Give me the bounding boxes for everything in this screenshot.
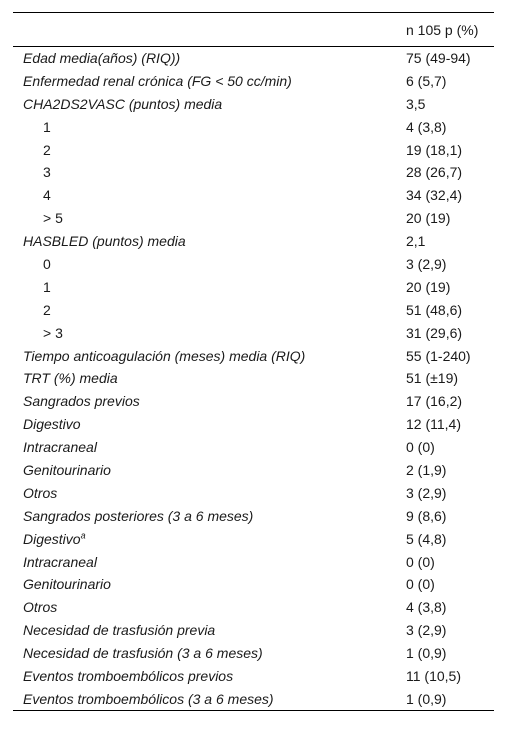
table-row — [13, 69, 494, 92]
row-value-cell: 6 (5,7) — [406, 72, 447, 89]
table-row — [13, 573, 494, 596]
row-label-cell — [13, 459, 406, 482]
row-label-cell — [13, 161, 406, 184]
table-row — [13, 459, 494, 482]
row-label-text: 2 — [43, 301, 51, 318]
row-label-text: Tiempo anticoagulación (meses) media (RIQ) — [23, 347, 306, 364]
row-label-text: > 5 — [43, 210, 63, 227]
row-value-cell: 12 (11,4) — [406, 416, 461, 433]
table-row — [13, 92, 494, 115]
row-label-cell — [13, 184, 406, 207]
row-label-cell — [13, 275, 406, 298]
row-label-cell — [13, 230, 406, 253]
row-value-cell: 19 (18,1) — [406, 141, 463, 158]
row-label-text: 1 — [43, 278, 51, 295]
row-label-text: Necesidad de trasfusión (3 a 6 meses) — [23, 645, 263, 662]
data-table — [13, 12, 494, 711]
row-label-cell — [13, 344, 406, 367]
row-label-text: 0 — [43, 255, 51, 272]
row-label-cell — [13, 550, 406, 573]
row-label-text: 4 — [43, 187, 51, 204]
row-label-text: > 3 — [43, 324, 63, 341]
table-row — [13, 436, 494, 459]
table-row — [13, 115, 494, 138]
row-label-text: 1 — [43, 118, 51, 135]
table-row — [13, 184, 494, 207]
row-value-cell: 0 (0) — [406, 553, 435, 570]
row-label-cell — [13, 92, 406, 115]
row-value-cell: 34 (32,4) — [406, 187, 463, 204]
table-row — [13, 161, 494, 184]
row-value-cell: 3 (2,9) — [406, 484, 447, 501]
row-value-cell: 0 (0) — [406, 576, 435, 593]
row-label-text: Eventos tromboembólicos previos — [23, 667, 234, 684]
table-row — [13, 367, 494, 390]
row-value-cell: 3 (2,9) — [406, 255, 447, 272]
row-label-cell — [13, 47, 406, 70]
row-label-text: Sangrados previos — [23, 393, 140, 410]
row-label-text: Otros — [23, 484, 58, 501]
row-value-cell: 1 (0,9) — [406, 690, 447, 707]
row-label-cell — [13, 687, 406, 710]
row-label-text: Enfermedad renal crónica (FG < 50 cc/min) — [23, 72, 292, 89]
row-value-cell: 51 (±19) — [406, 370, 459, 387]
row-label-cell — [13, 619, 406, 642]
row-label-text: Digestivo — [23, 530, 81, 547]
table-row — [13, 321, 494, 344]
row-label-text: 3 — [43, 164, 51, 181]
table-row — [13, 642, 494, 665]
row-label-text: Intracraneal — [23, 439, 97, 456]
row-label-cell — [13, 390, 406, 413]
row-value-cell: 3 (2,9) — [406, 622, 447, 639]
row-value-cell: 17 (16,2) — [406, 393, 463, 410]
row-label-cell — [13, 481, 406, 504]
row-label-cell — [13, 596, 406, 619]
header-row — [13, 13, 494, 47]
row-value-cell: 20 (19) — [406, 210, 451, 227]
table-row — [13, 596, 494, 619]
row-value-cell: 9 (8,6) — [406, 507, 447, 524]
row-label-cell — [13, 298, 406, 321]
row-label-text: TRT (%) media — [23, 370, 118, 387]
row-label-cell — [13, 642, 406, 665]
table-header — [13, 13, 494, 47]
row-label-cell — [13, 573, 406, 596]
row-label-cell — [13, 367, 406, 390]
table-row — [13, 665, 494, 688]
table-row — [13, 481, 494, 504]
table-row — [13, 207, 494, 230]
row-value-cell: 75 (49-94) — [406, 50, 471, 67]
row-label-cell — [13, 138, 406, 161]
row-label-cell — [13, 527, 406, 550]
table-row — [13, 687, 494, 710]
row-label-text: Sangrados posteriores (3 a 6 meses) — [23, 507, 254, 524]
row-label-text: Necesidad de trasfusión previa — [23, 622, 216, 639]
row-label-cell — [13, 253, 406, 276]
data-table-container — [13, 12, 494, 711]
table-row — [13, 230, 494, 253]
row-value-cell: 55 (1-240) — [406, 347, 471, 364]
row-value-cell: 1 (0,9) — [406, 645, 447, 662]
row-value-cell: 0 (0) — [406, 439, 435, 456]
row-value-cell: 31 (29,6) — [406, 324, 463, 341]
row-value-cell: 2,1 — [406, 233, 426, 250]
row-label-cell — [13, 504, 406, 527]
table-row — [13, 275, 494, 298]
row-label-cell — [13, 436, 406, 459]
row-value-cell: 2 (1,9) — [406, 461, 447, 478]
row-label-text: Otros — [23, 599, 58, 616]
table-row — [13, 413, 494, 436]
row-value-cell: 20 (19) — [406, 278, 451, 295]
row-label-cell — [13, 69, 406, 92]
row-label-cell — [13, 207, 406, 230]
row-label-text: Genitourinario — [23, 576, 111, 593]
table-row — [13, 253, 494, 276]
row-value-cell: 11 (10,5) — [406, 667, 461, 684]
row-value-cell: 5 (4,8) — [406, 530, 447, 547]
row-label-text: 2 — [43, 141, 51, 158]
row-label-text: CHA2DS2VASC (puntos) media — [23, 95, 223, 112]
table-row — [13, 550, 494, 573]
table-row — [13, 390, 494, 413]
row-label-text: Genitourinario — [23, 461, 111, 478]
row-label-cell — [13, 665, 406, 688]
row-label-cell — [13, 413, 406, 436]
row-label-text: Eventos tromboembólicos (3 a 6 meses) — [23, 690, 274, 707]
row-label-text: Edad media(años) (RIQ)) — [23, 50, 181, 67]
table-row — [13, 619, 494, 642]
table-row — [13, 298, 494, 321]
row-value-cell: 4 (3,8) — [406, 118, 447, 135]
row-label-cell — [13, 321, 406, 344]
row-value-cell: 51 (48,6) — [406, 301, 463, 318]
row-value-cell: 3,5 — [406, 95, 426, 112]
table-row — [13, 344, 494, 367]
table-row — [13, 138, 494, 161]
header-value-cell: n 105 p (%) — [406, 21, 479, 38]
table-row — [13, 527, 494, 550]
footnote-marker: a — [80, 529, 86, 540]
row-label-text: Digestivo — [23, 416, 81, 433]
row-value-cell: 28 (26,7) — [406, 164, 463, 181]
header-label-cell — [13, 13, 406, 47]
table-body — [13, 47, 494, 711]
table-row — [13, 504, 494, 527]
row-value-cell: 4 (3,8) — [406, 599, 447, 616]
row-label-text: Intracraneal — [23, 553, 97, 570]
row-label-cell — [13, 115, 406, 138]
table-row — [13, 47, 494, 70]
row-label-text: HASBLED (puntos) media — [23, 233, 186, 250]
